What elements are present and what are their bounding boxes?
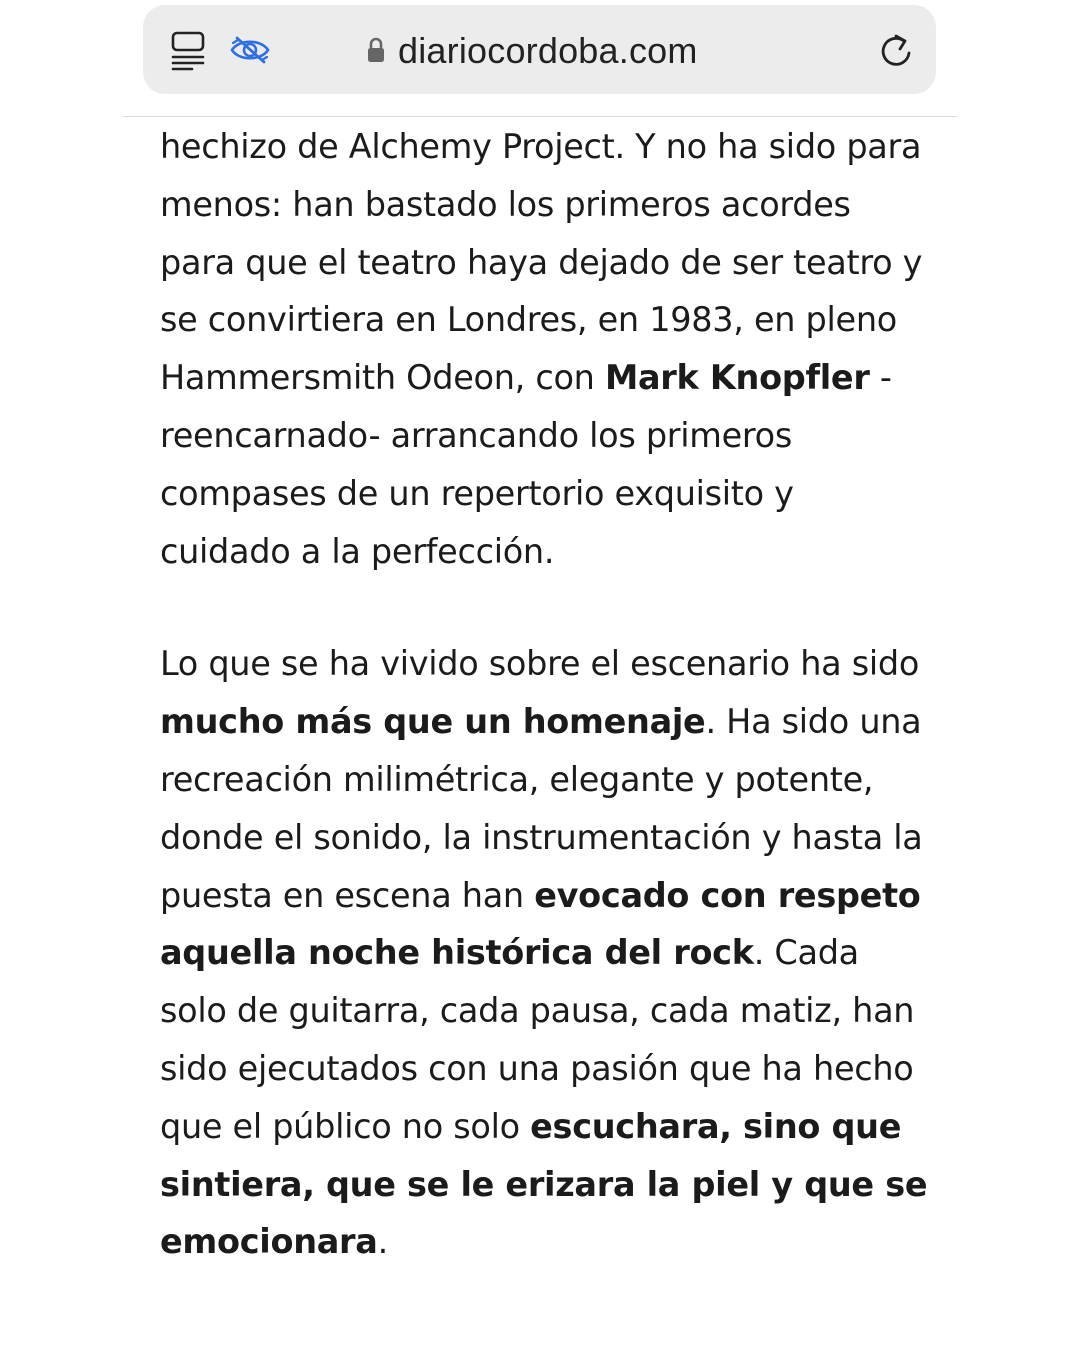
bold-text: escuchara, sino que sintiera, que se le erizara la piel y que se emocionara [160, 1106, 928, 1262]
address-domain[interactable]: diariocordoba.com [398, 30, 698, 71]
paragraph-text: . Cada solo de guitarra, cada pausa, cada matiz, han sido ejecutados con una pasión que ha hecho que el público no solo [160, 933, 915, 1146]
article-body [160, 118, 930, 1271]
address-bar[interactable] [143, 5, 936, 94]
article-paragraph [160, 635, 930, 1271]
reload-icon[interactable] [877, 32, 915, 72]
bold-text: Mark Knopfler [604, 358, 870, 398]
paragraph-text: hechizo de Alchemy Project. Y no ha sido para menos: han bastado los primeros acordes para que el teatro haya dejado de ser teatro y se convirtiera en Londres, en 1983, en pleno Hammersmith Odeon, con [160, 127, 923, 398]
browser-toolbar [123, 0, 957, 117]
paragraph-text: Lo que se ha vivido sobre el escenario ha sido [160, 644, 920, 684]
reader-mode-icon[interactable] [170, 31, 206, 71]
article-paragraph [160, 118, 930, 580]
hide-ip-eye-slash-icon[interactable] [229, 35, 271, 65]
paragraph-text: . Ha sido una recreación milimétrica, elegante y potente, donde el sonido, la instrumentación y hasta la puesta en escena han [160, 702, 923, 915]
paragraph-text: . [377, 1222, 388, 1262]
lock-icon [367, 36, 385, 64]
paragraph-text: -reencarnado- arrancando los primeros compases de un repertorio exquisito y cuidado a la perfección. [160, 358, 892, 571]
bold-text: evocado con respeto aquella noche histórica del rock [160, 875, 921, 973]
bold-text: mucho más que un homenaje [160, 702, 706, 742]
browser-window [123, 0, 957, 1350]
